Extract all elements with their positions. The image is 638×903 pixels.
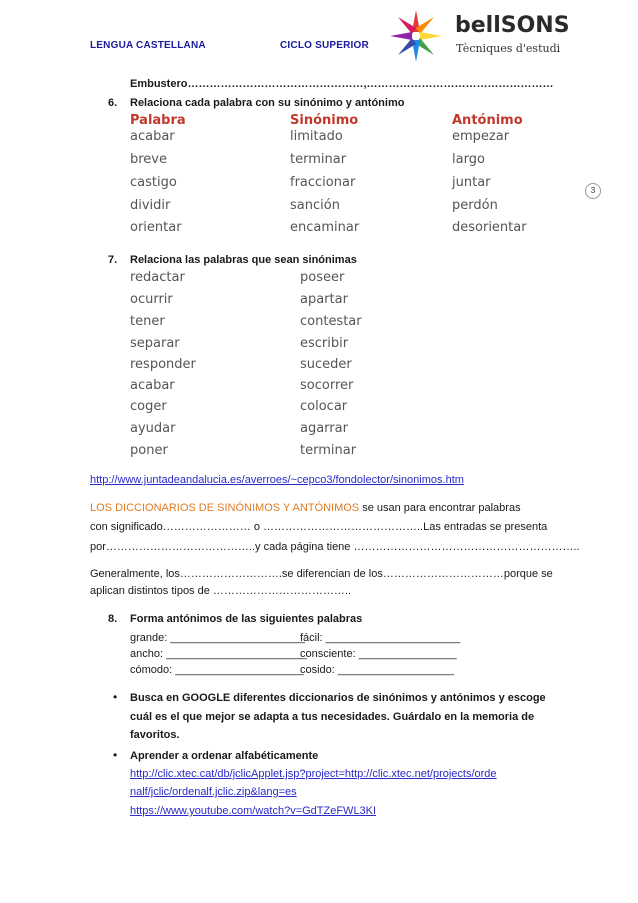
ex7-word: ayudar (130, 421, 176, 436)
ex8-title: Forma antónimos de las siguientes palabras (130, 613, 363, 625)
ex8-item-cosido[interactable]: cosido: ___________________ (300, 664, 455, 676)
ex6-word: orientar (130, 220, 182, 235)
ex6-header-antonimo: Antónimo (452, 113, 523, 128)
ex8-item-facil[interactable]: fácil: ______________________ (300, 632, 461, 644)
ex7-synonym: suceder (300, 357, 352, 372)
ex7-synonym: terminar (300, 443, 357, 458)
ex7-word: coger (130, 399, 167, 414)
ex7-synonym: poseer (300, 270, 345, 285)
dict-line-2: con significado…………………… o ……………………………………..Las entradas se presenta (90, 521, 548, 533)
ex7-word: responder (130, 357, 196, 372)
ex6-antonym: largo (452, 152, 485, 167)
ex6-synonym: limitado (290, 129, 343, 144)
ex6-synonym: encaminar (290, 220, 360, 235)
ex7-title: Relaciona las palabras que sean sinónimas (130, 254, 357, 266)
ex6-antonym: empezar (452, 129, 510, 144)
ex6-antonym: perdón (452, 198, 498, 213)
ex8-item-grande[interactable]: grande: ______________________ (130, 632, 305, 644)
header-subject: LENGUA CASTELLANA (90, 40, 206, 51)
page-number: 3 (585, 183, 601, 199)
jclic-link[interactable]: http://clic.xtec.cat/db/jclicApplet.jsp?project=http://clic.xtec.net/projects/orde (130, 768, 497, 780)
ex8-row (300, 648, 457, 660)
dict-line-5: aplican distintos tipos de ……………………………….. (90, 585, 352, 597)
ex7-synonym: contestar (300, 314, 362, 329)
ex7-word: poner (130, 443, 168, 458)
dict-line-1 (90, 502, 521, 514)
ex7-word: acabar (130, 378, 175, 393)
bullet-1-line-3: favoritos. (130, 729, 180, 741)
ex7-synonym: socorrer (300, 378, 354, 393)
ex8-item-comodo[interactable]: cómodo: _____________________ (130, 664, 304, 676)
bullet-dot-icon: • (113, 690, 118, 704)
ex6-word: dividir (130, 198, 171, 213)
embustero-line: Embustero…………………………………………,…………………………………………… (130, 78, 554, 90)
ex7-synonym: agarrar (300, 421, 348, 436)
bullet-dot-icon: • (113, 748, 118, 762)
ex7-word: tener (130, 314, 165, 329)
ex6-word: castigo (130, 175, 177, 190)
ex8-item-ancho[interactable]: ancho: _______________________ (130, 648, 307, 660)
ex6-number: 6. (108, 97, 118, 109)
logo-graphic (382, 8, 452, 63)
ex7-word: redactar (130, 270, 185, 285)
jclic-link-continued[interactable]: nalf/jclic/ordenalf.jclic.zip&lang=es (130, 786, 297, 798)
dict-line-4: Generalmente, los……………………….se diferencian de los……………………………porque se (90, 568, 553, 580)
ex8-row (130, 632, 305, 644)
ex6-word: acabar (130, 129, 175, 144)
logo-brand: bellSONS (455, 13, 570, 38)
ex8-row (300, 632, 460, 644)
ex8-row (300, 664, 454, 676)
ex8-number: 8. (108, 613, 118, 625)
ex6-synonym: terminar (290, 152, 347, 167)
ex8-row (130, 664, 304, 676)
ex6-header-palabra: Palabra (130, 113, 186, 128)
ex6-antonym: desorientar (452, 220, 527, 235)
dict-line-3: por…………………………………..y cada página tiene …………………………………………………….. (90, 541, 580, 553)
ex7-synonym: apartar (300, 292, 348, 307)
ex6-word: breve (130, 152, 168, 167)
sinonimos-link[interactable]: http://www.juntadeandalucia.es/averroes/~cepco3/fondolector/sinonimos.htm (90, 474, 464, 486)
ex7-number: 7. (108, 254, 118, 266)
ex6-synonym: fraccionar (290, 175, 356, 190)
ex6-header-sinonimo: Sinónimo (290, 113, 359, 128)
ex6-title: Relaciona cada palabra con su sinónimo y antónimo (130, 97, 405, 109)
ex8-row (130, 648, 307, 660)
ex7-synonym: escribir (300, 336, 349, 351)
dict-line-1-rest: se usan para encontrar palabras (359, 502, 521, 514)
ex7-word: separar (130, 336, 180, 351)
bullet-1-line-1: Busca en GOOGLE diferentes diccionarios de sinónimos y antónimos y escoge (130, 692, 546, 704)
header-cycle: CICLO SUPERIOR (280, 40, 369, 51)
ex6-synonym: sanción (290, 198, 340, 213)
ex7-word: ocurrir (130, 292, 173, 307)
logo-subtitle: Tècniques d'estudi (456, 42, 561, 55)
bullet-2-title: Aprender a ordenar alfabéticamente (130, 750, 319, 762)
dict-heading: LOS DICCIONARIOS DE SINÓNIMOS Y ANTÓNIMOS (90, 502, 360, 514)
ex7-synonym: colocar (300, 399, 348, 414)
ex6-antonym: juntar (452, 175, 491, 190)
bullet-1-line-2: cuál es el que mejor se adapta a tus necesidades. Guárdalo en la memoria de (130, 711, 535, 723)
youtube-link[interactable]: https://www.youtube.com/watch?v=GdTZeFWL3KI (130, 805, 377, 817)
ex8-item-consciente[interactable]: consciente: ________________ (300, 648, 457, 660)
